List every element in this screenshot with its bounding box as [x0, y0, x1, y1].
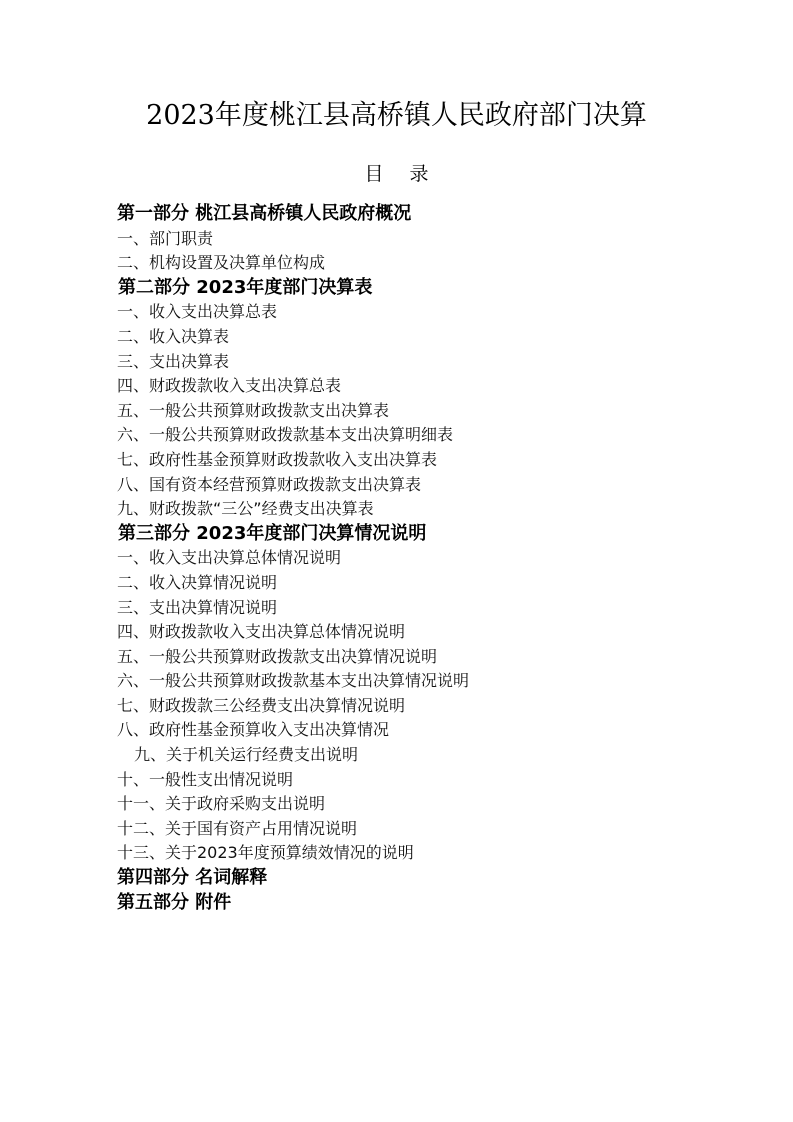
toc-item: 一、收入支出决算总表: [117, 302, 278, 322]
toc-part-heading: 第三部分 2023年度部门决算情况说明: [118, 522, 427, 544]
toc-item: 一、收入支出决算总体情况说明: [117, 548, 342, 568]
toc-part-heading: 第五部分 附件: [117, 891, 232, 913]
toc-item: 九、财政拨款“三公”经费支出决算表: [117, 499, 374, 519]
toc-item: 五、一般公共预算财政拨款支出决算情况说明: [117, 646, 438, 666]
toc-item: 四、财政拨款收入支出决算总体情况说明: [117, 622, 406, 642]
toc-item: 九、关于机关运行经费支出说明: [134, 745, 359, 765]
toc-item: 八、政府性基金预算收入支出决算情况: [117, 720, 390, 740]
toc-heading: 目 录: [364, 163, 439, 185]
toc-item: 一、部门职责: [117, 228, 214, 248]
toc-part-heading: 第一部分 桃江县高桥镇人民政府概况: [117, 203, 412, 224]
toc-item: 二、收入决算情况说明: [117, 572, 278, 592]
document-title: 2023年度桃江县高桥镇人民政府部门决算: [146, 100, 647, 131]
toc-item: 二、机构设置及决算单位构成: [117, 253, 326, 273]
table-of-contents: [117, 202, 757, 915]
toc-item: 八、国有资本经营预算财政拨款支出决算表: [117, 474, 422, 494]
toc-part-heading: 第四部分 名词解释: [117, 867, 268, 889]
toc-item: 十、一般性支出情况说明: [117, 769, 294, 789]
toc-item: 十一、关于政府采购支出说明: [117, 794, 326, 814]
toc-item: 三、支出决算情况说明: [117, 597, 278, 617]
toc-item: 五、一般公共预算财政拨款支出决算表: [117, 400, 390, 420]
toc-item: 十三、关于2023年度预算绩效情况的说明: [117, 843, 414, 863]
toc-item: 七、财政拨款三公经费支出决算情况说明: [117, 695, 406, 715]
toc-item: 六、一般公共预算财政拨款基本支出决算明细表: [117, 425, 454, 445]
toc-item: 四、财政拨款收入支出决算总表: [117, 376, 342, 396]
toc-item: 十二、关于国有资产占用情况说明: [117, 818, 358, 838]
toc-item: 七、政府性基金预算财政拨款收入支出决算表: [117, 449, 438, 469]
toc-item: 二、收入决算表: [117, 326, 230, 346]
toc-item: 三、支出决算表: [117, 351, 230, 371]
toc-item: 六、一般公共预算财政拨款基本支出决算情况说明: [117, 671, 470, 691]
toc-part-heading: 第二部分 2023年度部门决算表: [118, 276, 373, 298]
